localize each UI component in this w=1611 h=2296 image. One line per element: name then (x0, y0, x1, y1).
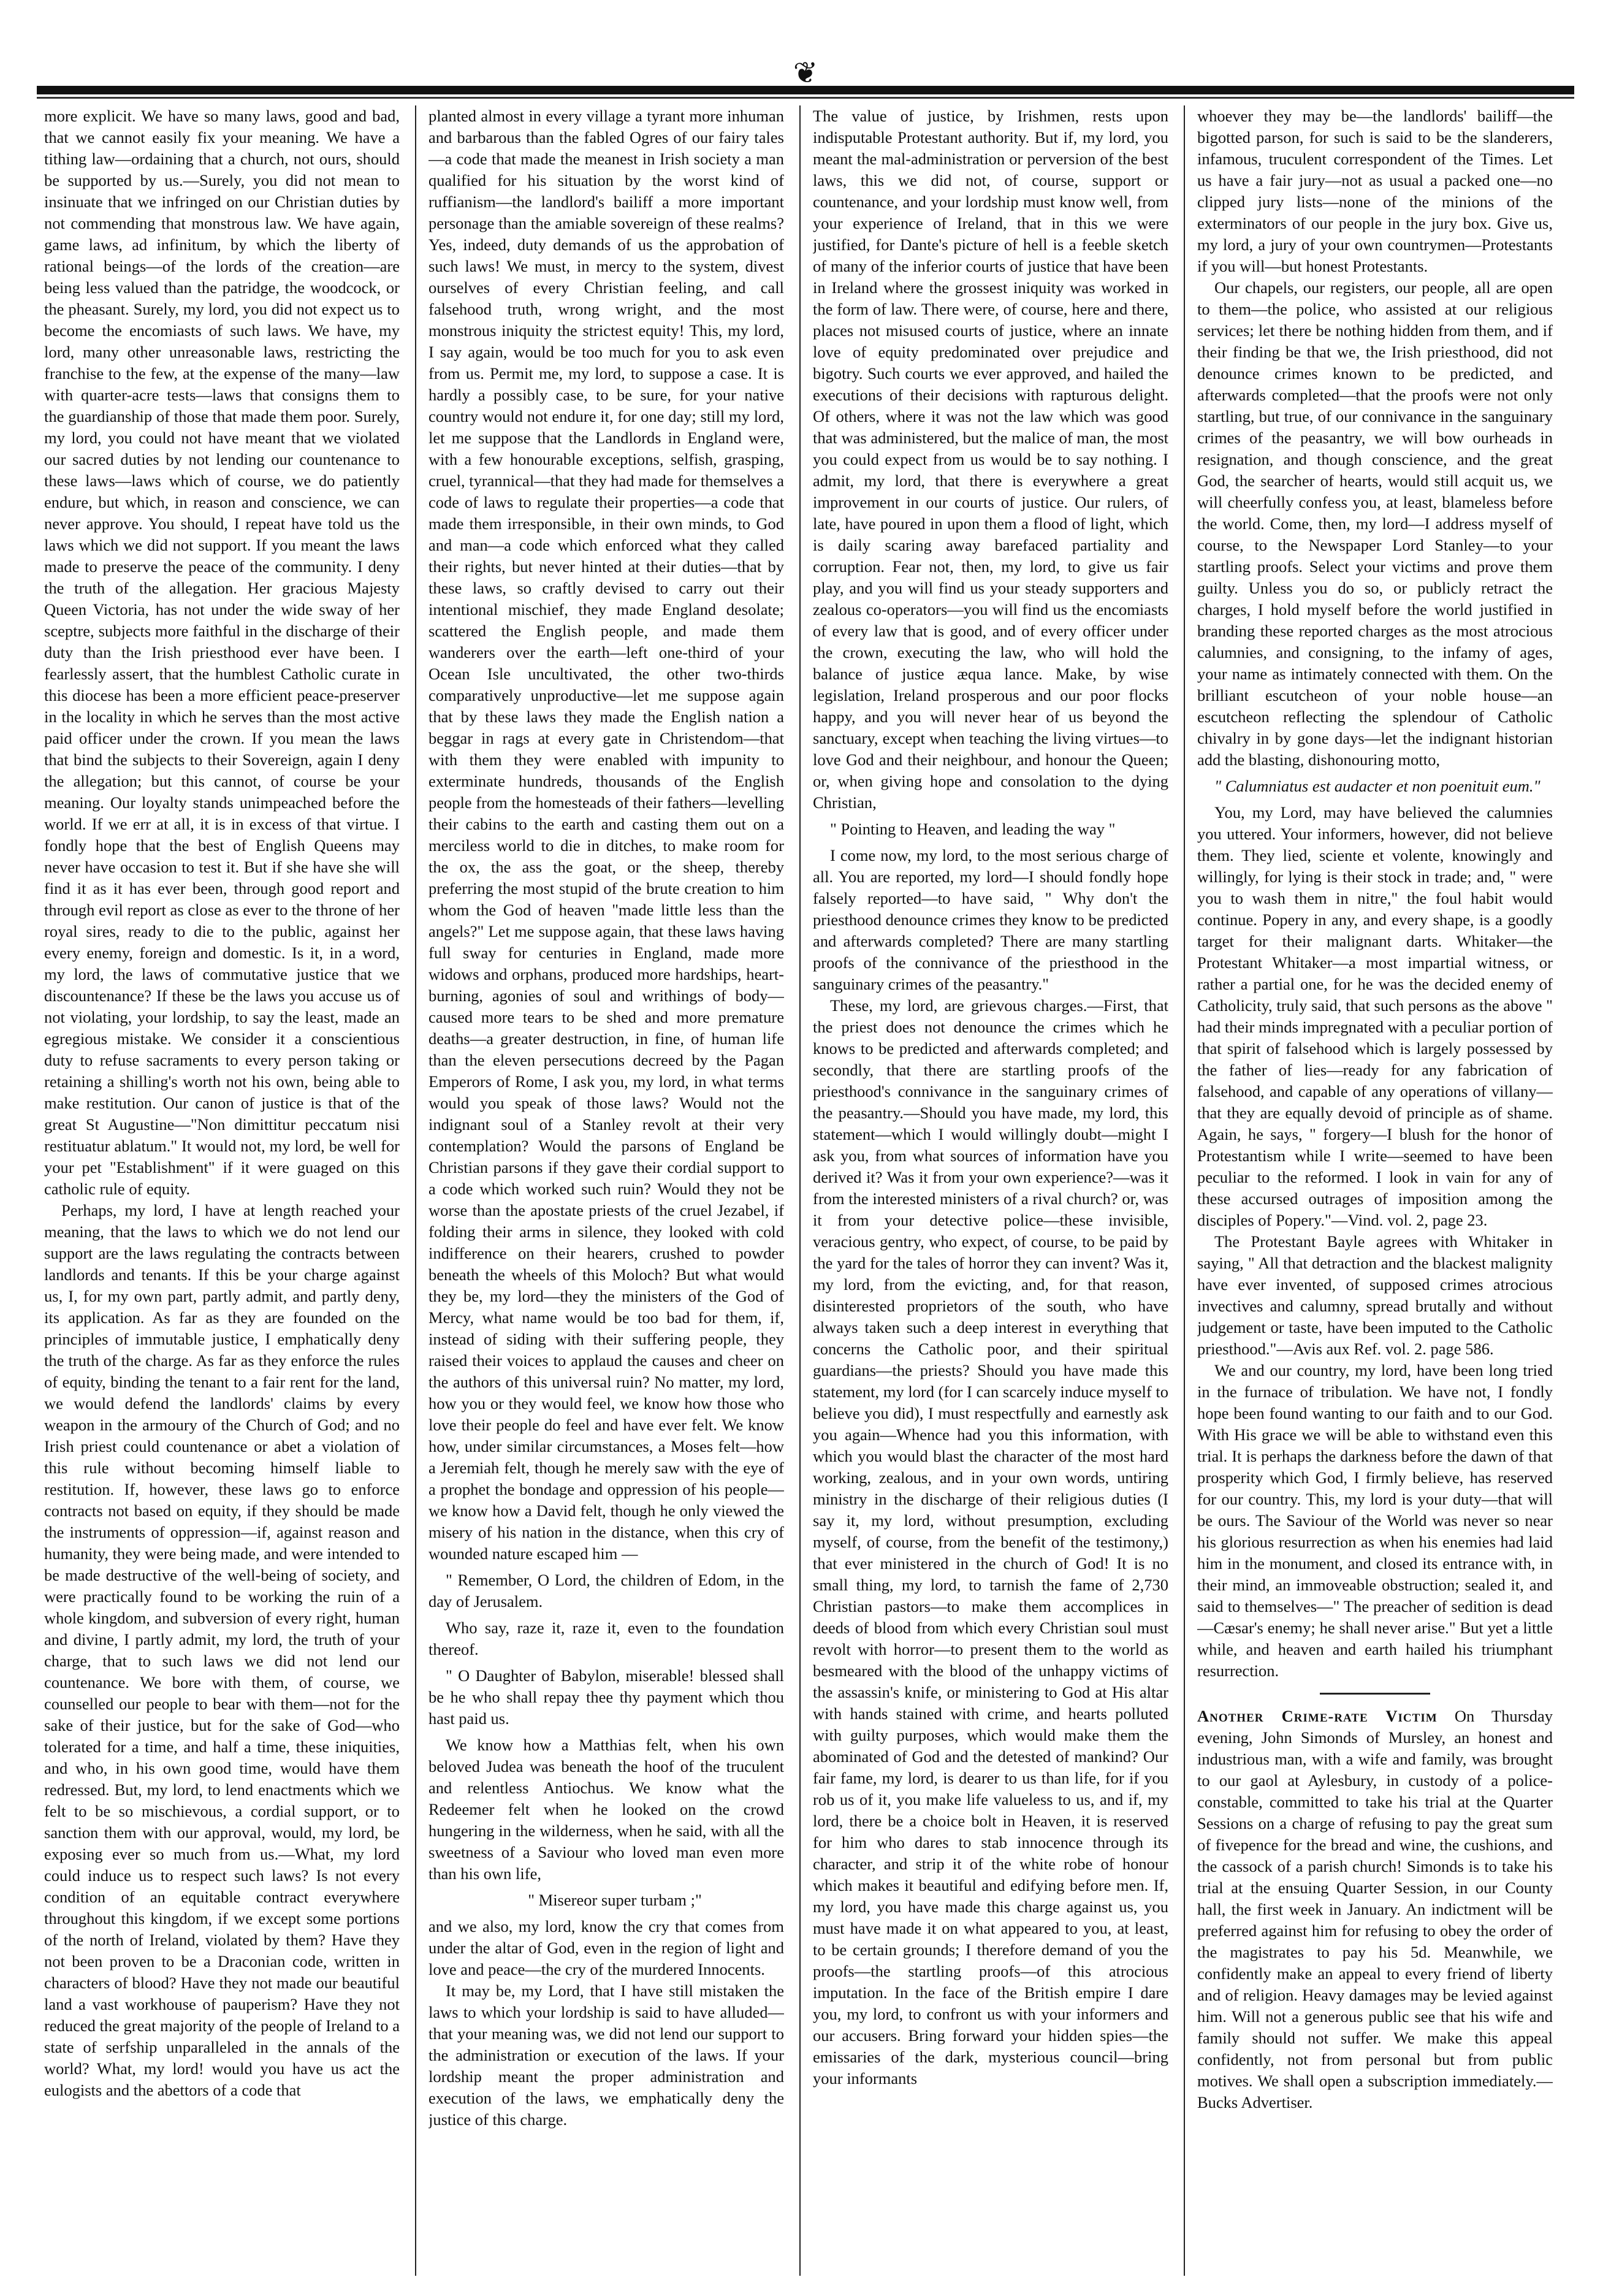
paragraph: These, my lord, are grievous charges.—First, that the priest does not denounce the crimes which he knows to be predicted and afterwards completed; and secondly, that there are startling proofs of the priesthood's connivance in the sanguinary crimes of the peasantry.—Should you have made, my lord, this statement—which I would willingly doubt—might I ask you, from what sources of information have you derived it? Was it from your own experience?—was it from the interested ministers of a rival church? or, was it from your detective police—these invisible, veracious gentry, who expect, of course, to be paid by the yard for the tales of horror they can invent? Was it, my lord, from the evicting, and, for that reason, disinterested proprietors of the south, who have always taken such a deep interest in everything that concerns the Catholic poor, and their spiritual guardians—the priests? Should you have made this statement, my lord (for I can scarcely induce myself to believe you did), I must respectfully and earnestly ask you again—Whence had you this information, with which you would blast the character of the most hard working, zealous, and in your own words, untiring ministry in the discharge of their religious duties (I say it, my lord, without presumption, excluding myself, of course, from the benefit of the testimony,) that ever ministered in the church of God! It is no small thing, my lord, to tarnish the fame of 2,730 Christian pastors—to make them accomplices in deeds of blood from which every Christian soul must revolt with horror—to present them to the world as besmeared with the blood of the unhappy victims of the assassin's knife, or ministering to God at His altar with hands stained with crime, and hearts polluted with guilty purposes, which would make them the abominated of God and the detested of mankind? Our fair fame, my lord, is dearer to us than life, for if you rob us of it, you make life valueless to us, and if, my lord, there be a choice bolt in Heaven, it is reserved for him who dares to stab innocence through its character, and strip it of the white robe of honour which makes it beautiful and edifying before men. If, my lord, you have made this charge against us, you must have made it on what appeared to you, at least, to be certain grounds; I therefore demand of you the proofs—the startling proofs—of this atrocious imputation. In the face of the British empire I dare you, my lord, to confront us with your informers and our accusers. Bring forward your hidden spies—the emissaries of the dark, mysterious council—bring your informants (813, 996, 1168, 2088)
paragraph: The value of justice, by Irishmen, rests upon indisputable Protestant authority. But if, my lord, you meant the mal-administration or perversion of the best laws, this we did not, of course, support or countenance, and your lordship must know well, from your experience of Ireland, that in this we were justified, for Dante's picture of hell is a feeble sketch of many of the inferior courts of justice that have been in Ireland where the grossest iniquity was worked in the form of law. There were, of course, here and there, places not misused courts of justice, where an innate love of equity predominated over prejudice and bigotry. Such courts we ever approved, and hailed the executions of their decisions with rapturous delight. Of others, where it was not the law which was good that was administered, but the malice of man, the most you could expect from us would be to say nothing. I admit, my lord, that there is everywhere a great improvement in our courts of justice. Our rulers, of late, have poured in upon them a flood of light, which is daily scaring away barefaced partiality and corruption. Fear not, then, my lord, to give us fair play, and you will find us your steady supporters and zealous co-operators—you will find us the encomiasts of every law that is good, and of every officer under the crown, executing the law, who will hold the balance of justice æqua lance. Make, by wise legislation, Ireland prosperous and our poor flocks happy, and you will never hear of us beyond the sanctuary, except when teaching the living virtues—to love God and their neighbour, and honour the Queen; or, when giving hope and consolation to the dying Christian, (813, 107, 1168, 812)
paragraph: We and our country, my lord, have been long tried in the furnace of tribulation. We have not, I fondly hope been found wanting to our faith and to our God. With His grace we will be able to withstand even this trial. It is perhaps the darkness before the dawn of that prosperity which God, I firmly believe, has reserved for our country. This, my lord is your duty—that will be ours. The Saviour of the World was never so near his glorious resurrection as when his enemies had laid him in the monument, and closed its entrance with, in their mind, an immoveable obstruction; sealed it, and said to themselves—" The preacher of sedition is dead—Cæsar's enemy; he shall never arise." But yet a little while, and heaven and earth hailed his triumphant resurrection. (1197, 1361, 1553, 1680)
paragraph: The Protestant Bayle agrees with Whitaker in saying, " All that detraction and the blackest malignity have ever invented, of supposed crimes atrocious invectives and calumny, spread brutally and without judgement or taste, have been imputed to the Catholic priesthood."—Avis aux Ref. vol. 2. page 586. (1197, 1232, 1553, 1358)
column-3 (813, 105, 1168, 2276)
printer-ornament: ❦ (793, 57, 818, 90)
paragraph: We know how a Matthias felt, when his own beloved Judea was beneath the hoof of the truculent and relentless Antiochus. We know what the Redeemer felt when he looked on the crowd hungering in the wilderness, when he said, with all the sweetness of a Saviour who loved man even more than his own life, (428, 1736, 784, 1883)
quotation: " Pointing to Heaven, and leading the way " (830, 820, 1116, 838)
column-divider (415, 105, 416, 2276)
quotation: " Calumniatus est audacter et non poenituit eum." (1214, 777, 1541, 795)
paragraph: Perhaps, my lord, I have at length reached your meaning, that the laws to which we do not lend our support are the laws regulating the contracts between landlords and tenants. If this be your charge against us, I, for my own part, partly admit, and partly deny, its application. As far as they are founded on the principles of immutable justice, I emphatically deny the truth of the charge. As far as they enforce the rules of equity, binding the tenant to a fair rent for the land, we would defend the landlords' claims by every weapon in the armoury of the Church of God; and no Irish priest could countenance or abet a violation of this rule without becoming himself liable to restitution. If, however, these laws go to enforce contracts not based on equity, if they should be made the instruments of oppression—if, against reason and humanity, they were being made, and were intended to be made destructive of the well-being of society, and were practically found to be working the ruin of a whole kingdom, and subversion of every right, human and divine, I partly admit, my lord, the truth of your charge, that to such laws we did not lend our countenance. We bore with them, of course, we counselled our people to bear with them—not for the sake of their justice, but for the sake of God—who tolerated for a time, and half a time, these iniquities, and who, in his own good time, would have them redressed. But, my lord, to lend enactments which we felt to be so mischievous, a cordial support, or to sanction them with our approval, would, my lord, be exposing ever so much from us.—What, my lord could induce us to respect such laws? Is not every condition of an equitable contract everywhere throughout this kingdom, if we except some portions of the north of Ireland, violated by them? Have they not been proven to be a Draconian code, written in characters of blood? Have they not made our beautiful land a vast workhouse of pauperism? Have they not reduced the great majority of the people of Ireland to a state of serfship unparalleled in the annals of the world? What, my lord! would you have us act the eulogists and the abettors of a code that (44, 1201, 400, 2099)
paragraph: I come now, my lord, to the most serious charge of all. You are reported, my lord—I should fondly hope falsely reported—to have said, " Why don't the priesthood denounce crimes they know to be predicted and afterwards completed? There are many startling proofs of the connivance of the priesthood in the sanguinary crimes of the peasantry." (813, 846, 1168, 993)
quotation: " Misereor super turbam ;" (528, 1891, 702, 1909)
paragraph: You, my Lord, may have believed the calumnies you uttered. Your informers, however, did not believe them. They lied, sciente et volente, knowingly and willingly, for lying is their stock in trade; and, " were you to wash them in nitre," the foul habit would continue. Popery in any, and every shape, is a goodly target for their malignant darts. Whitaker—the Protestant Whitaker—a most impartial witness, or rather a partial one, for he was the decided enemy of Catholicity, truly said, that such persons as the above " had their minds impregnated with a peculiar portion of that spirit of falsehood which is largely possessed by the father of lies—ready for any fabrication of falsehood, and capable of any operations of villany—that they are equally devoid of principle as of shame. Again, he says, " forgery—I blush for the honor of Protestantism while I write—seemed to have been peculiar to the reformed. I look in vain for any of these accursed outrages of imposition among the disciples of Popery."—Vind. vol. 2, page 23. (1197, 803, 1553, 1229)
column-4 (1197, 105, 1553, 2276)
column-2 (428, 105, 784, 2276)
paragraph: whoever they may be—the landlords' bailiff—the bigotted parson, for such is said to be the slanderers, infamous, truculent correspondent of the Times. Let us have a fair jury—not as usual a packed one—no clipped jury lists—none of the minions of the exterminators of our people in the jury box. Give us, my lord, a jury of your own countrymen—Protestants if you will—but honest Protestants. (1197, 107, 1553, 275)
paragraph: planted almost in every village a tyrant more inhuman and barbarous than the fabled Ogres of our fairy tales—a code that made the meanest in Irish society a man qualified for his situation by the worst kind of ruffianism—the landlord's bailiff a more important personage than the amiable sovereign of these realms? Yes, indeed, duty demands of us the approbation of such laws! We must, in mercy to the system, divest ourselves of every Christian feeling, and call falsehood truth, wrong wright, and the most monstrous iniquity the strictest equity! This, my lord, I say again, would be too much for you to ask even from us. Permit me, my lord, to suppose a case. It is hardly a possibly case, to be sure, for your native country would not endure it, for one day; still my lord, let me suppose that the Landlords in England were, with a few honourable exceptions, selfish, grasping, cruel, tyrannical—that they had made for themselves a code of laws to regulate their properties—a code that made them irresponsible, in their own minds, to God and man—a code which enforced what they called their rights, but never hinted at their duties—that by these laws, so craftly devised to carry out their intentional mischief, they made England desolate; scattered the English people, and made them wanderers over the earth—left one-third of your Ocean Isle uncultivated, the other two-thirds comparatively unproductive—let me suppose again that by these laws they made the English nation a beggar in rags at every gate in Christendom—that with them they were enabled with impunity to exterminate hundreds, thousands of the English people from the homesteads of their fathers—levelling their cabins to the earth and casting them out on a merciless world to die in ditches, to make room for the ox, the ass the goat, or the sheep, thereby preferring the most stupid of the brute creation to him whom the God of heaven "made little less than the angels?" Let me suppose again, that these laws having full sway for centuries in England, made more widows and orphans, produced more hardships, heart-burning, agonies of soul and writhings of body—caused more tears to be shed and more premature deaths—a greater destruction, in fine, of human life than the eleven persecutions decreed by the Pagan Emperors of Rome, I ask you, my lord, in what terms would you speak of those laws? Would not the indignant soul of a Stanley revolt at their very contemplation? Would the parsons of England be Christian parsons if they gave their cordial support to a code which worked such ruin? Would they not be worse than the apostate priests of the cruel Jezabel, if folding their arms in silence, they looked with cold indifference on their hearers, crushed to powder beneath the wheels of this Moloch? But what would they be, my lord—they the ministers of the God of Mercy, what name would be too bad for them, if, instead of siding with their suffering people, they raised their voices to applaud the causes and cheer on the authors of this universal ruin? No matter, my lord, how you or they would feel, we know how those who love their people do feel and have ever felt. We know how, under similar circumstances, a Moses felt—how a Jeremiah felt, though he merely saw with the eye of a prophet the bondage and oppression of his people—we know how a David felt, though he only viewed the misery of his nation in the distance, when this cry of wounded nature escaped him — (428, 107, 784, 1563)
news-headline: Another Crime-rate Victim (1197, 1707, 1438, 1725)
paragraph: It may be, my Lord, that I have still mistaken the laws to which your lordship is said to have alluded—that your meaning was, we did not lend our support to the administration or execution of the laws. If your lordship meant the proper administration and execution of the laws, we emphatically deny the justice of this charge. (428, 1981, 784, 2129)
paragraph: Our chapels, our registers, our people, all are open to them—the police, who assisted at our religious services; let there be nothing hidden from them, and if their finding be that we, the Irish priesthood, did not denounce crimes known to be predicted, and afterwards completed—that the proofs were not only startling, but true, of our connivance in the sanguinary crimes of the peasantry, we will bow ourheads in resignation, and though conscience, and the great God, the searcher of hearts, would still acquit us, we will cheerfully confess you, at least, blameless before the world. Come, then, my lord—I address myself of course, to the Newspaper Lord Stanley—to your startling proofs. Select your victims and prove them guilty. Unless you do so, or publicly retract the charges, I hold myself before the world justified in branding these reported charges as the most atrocious calumnies, and consigning, to the infamy of ages, your name as intimately connected with them. On the brilliant escutcheon of your noble house—an escutcheon reflecting the splendour of Catholic chivalry in by gone days—let the indignant historian add the blasting, dishonouring motto, (1197, 278, 1553, 769)
column-divider (1184, 105, 1185, 2276)
news-body: On Thursday evening, John Simonds of Mursley, an honest and industrious man, with a wife and family, was brought to our gaol at Aylesbury, in custody of a police-constable, committed to take his trial at the Quarter Sessions on a charge of refusing to pay the great sum of fivepence for the bread and wine, the cushions, and the cassock of a parish church! Simonds is to take his trial at the ensuing Quarter Session, in our County hall, the first week in January. An indictment will be preferred against him for refusing to obey the order of the magistrates to pay his 5d. Meanwhile, we confidently make an appeal to every friend of liberty and of religion. Heavy damages may be levied against him. Will not a generous public see that his wife and family should not suffer. We make this appeal confidently, not from personal but from public motives. We shall open a subscription immediately.—Bucks Advertiser. (1197, 1707, 1553, 2111)
quotation: Who say, raze it, raze it, even to the foundation thereof. (428, 1619, 784, 1658)
quotation: " O Daughter of Babylon, miserable! blessed shall be he who shall repay thee thy payment which thou hast paid us. (428, 1666, 784, 1728)
quotation: " Remember, O Lord, the children of Edom, in the day of Jerusalem. (428, 1571, 784, 1611)
news-item (1197, 1706, 1553, 2113)
paragraph: and we also, my lord, know the cry that comes from under the altar of God, even in the region of light and love and peace—the cry of the murdered Innocents. (428, 1917, 784, 1978)
top-rule-thin (37, 97, 1574, 99)
column-1 (44, 105, 400, 2276)
article-separator (1320, 1693, 1430, 1695)
paragraph: more explicit. We have so many laws, good and bad, that we cannot easily fix your meaning. We have a tithing law—ordaining that a church, not ours, should be supported by us.—Surely, you did not mean to insinuate that we infringed on our Christian duties by not commending that monstrous law. We have again, game laws, ad infinitum, by which the liberty of rational beings—of the lords of the creation—are being less valued than the patridge, the woodcock, or the pheasant. Surely, my lord, you did not expect us to become the encomiasts of such laws. We have, my lord, many other unreasonable laws, restricting the franchise to the few, at the expense of the many—law with quarter-acre tests—laws that consigns them to the guardianship of those that made them poor. Surely, my lord, you could not have meant that we violated our sacred duties by not lending our countenance to these laws—laws which of course, we do patiently endure, but which, in reason and conscience, we can never approve. You should, I repeat have told us the laws which we did not support. If you meant the laws made to preserve the peace of the community. I deny the truth of the allegation. Her gracious Majesty Queen Victoria, has not under the wide sway of her sceptre, subjects more faithful in the discharge of their duty than the Irish priesthood ever have been. I fearlessly assert, that the humblest Catholic curate in this diocese has been a more efficient peace-preserver in the locality in which he serves than the most active paid officer under the crown. If you mean the laws that bind the subjects to their Sovereign, again I deny the allegation; but this cannot, of course be your meaning. Our loyalty stands unimpeached before the world. If we err at all, it is in excess of that virtue. I fondly hope that the best of English Queens may never have occasion to test it. But if she have she will find it as it has ever been, through good report and through evil report as close as ever to the throne of her royal sires, ready to die to the public, against her every enemy, foreign and domestic. Is it, in a word, my lord, the laws of commutative justice that we discountenance? If these be the laws you accuse us of not violating, your lordship, to say the least, made an egregious mistake. We consider it a conscientious duty to refuse sacraments to every person taking or retaining a shilling's worth not his own, being able to make restitution. Our canon of justice is that of the great St Augustine—"Non dimittitur peccatum nisi restituatur ablatum." It would not, my lord, be well for your pet "Establishment" if it were guaged on this catholic rule of equity. (44, 107, 400, 1198)
column-divider (799, 105, 801, 2276)
